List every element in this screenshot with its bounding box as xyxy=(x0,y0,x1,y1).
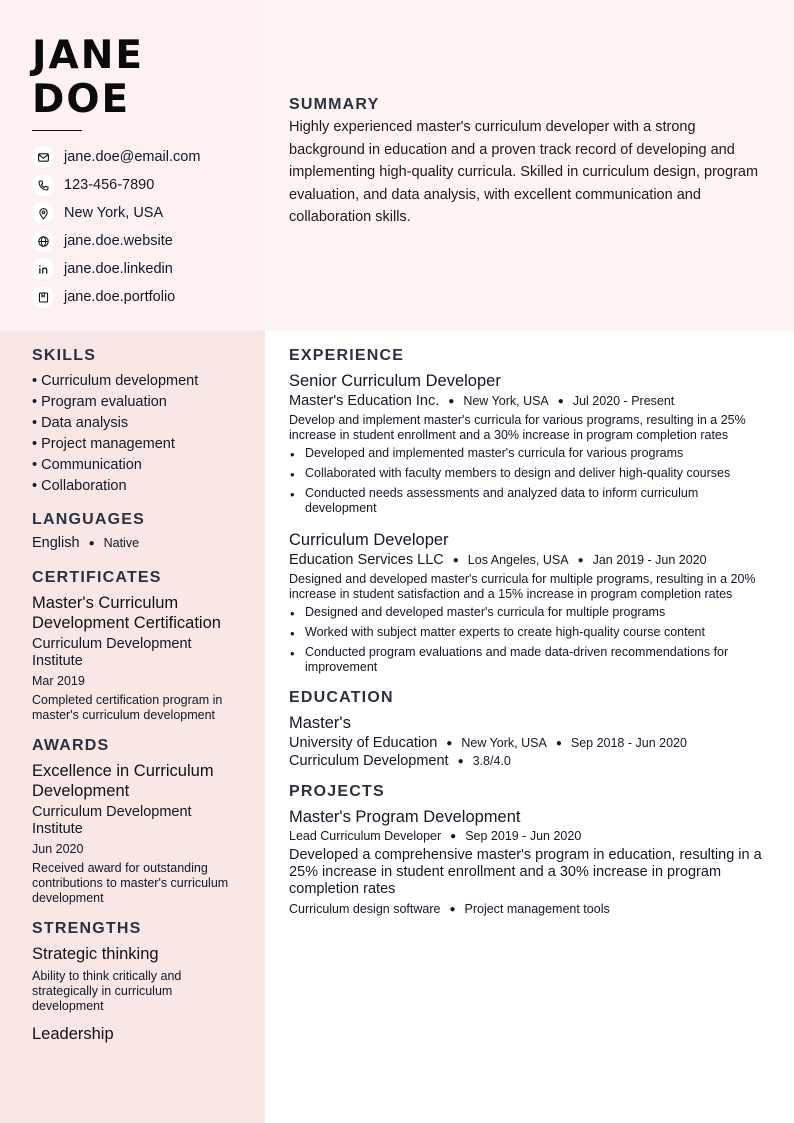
project-tools xyxy=(289,902,770,916)
contact-email[interactable] xyxy=(32,143,265,171)
job-bullet: • Worked with subject matter experts to create high-quality course content xyxy=(289,625,770,640)
contact-website-text: jane.doe.website xyxy=(64,233,173,249)
job-company: Education Services LLC xyxy=(289,552,444,568)
mail-icon xyxy=(32,146,54,168)
certificates-section xyxy=(32,569,245,723)
job-description: Designed and developed master's curricula for multiple programs, resulting in a 20% increase in student satisfaction and a 15% increase in program completion rates xyxy=(289,572,756,601)
experience-title: EXPERIENCE xyxy=(289,347,405,364)
separator-dot: ● xyxy=(457,755,464,767)
separator-dot: ● xyxy=(449,903,456,915)
contact-portfolio-text: jane.doe.portfolio xyxy=(64,289,176,305)
header-left xyxy=(0,0,265,331)
language-item xyxy=(32,535,245,551)
certificate-title: Master's Curriculum Development Certification xyxy=(32,594,221,632)
strength-title: Strategic thinking xyxy=(32,945,159,963)
location-icon xyxy=(32,202,54,224)
name-line-2: DOE xyxy=(32,77,131,122)
education-school: University of Education xyxy=(289,735,438,751)
education-field: Curriculum Development xyxy=(289,753,449,769)
language-level: Native xyxy=(103,536,140,550)
job-description: Develop and implement master's curricula for various programs, resulting in a 25% increase in student enrollment and a 30% increase in program completion rates xyxy=(289,413,746,442)
job-bullet: • Designed and developed master's curricula for multiple programs xyxy=(289,605,770,620)
phone-icon xyxy=(32,174,54,196)
header-right xyxy=(265,0,794,331)
education-degree: Master's xyxy=(289,714,351,732)
separator-dot: ● xyxy=(448,395,455,407)
education-gpa: 3.8/4.0 xyxy=(472,754,511,768)
project-dates: Sep 2019 - Jun 2020 xyxy=(465,829,582,843)
contact-email-text: jane.doe@email.com xyxy=(64,149,201,165)
separator-dot: ● xyxy=(557,395,564,407)
contact-list xyxy=(32,143,265,311)
contact-linkedin[interactable] xyxy=(32,255,265,283)
job-title: Curriculum Developer xyxy=(289,531,449,549)
education-field-row xyxy=(289,753,770,769)
project-meta xyxy=(289,829,770,843)
award-issuer: Curriculum Development Institute xyxy=(32,804,192,837)
project-description: Developed a comprehensive master's program in education, resulting in a 25% increase in student enrollment and a 30% increase in program completion rates xyxy=(289,847,762,897)
contact-location-text: New York, USA xyxy=(64,205,164,221)
certificate-issuer: Curriculum Development Institute xyxy=(32,636,192,669)
strengths-title: STRENGTHS xyxy=(32,920,142,937)
main-content xyxy=(265,331,794,1123)
job-bullet: • Developed and implemented master's curricula for various programs xyxy=(289,446,770,461)
skill-item: • Curriculum development xyxy=(32,373,199,389)
job-company: Master's Education Inc. xyxy=(289,393,440,409)
job-meta xyxy=(289,552,770,568)
education-dates: Sep 2018 - Jun 2020 xyxy=(570,736,687,750)
linkedin-icon xyxy=(32,258,54,280)
sidebar xyxy=(0,331,265,1123)
project-title: Master's Program Development xyxy=(289,808,521,826)
job-bullets xyxy=(289,446,770,516)
projects-title: PROJECTS xyxy=(289,783,385,800)
summary-title: SUMMARY xyxy=(289,96,380,113)
project-role: Lead Curriculum Developer xyxy=(289,829,442,843)
separator-dot: ● xyxy=(452,554,459,566)
languages-section xyxy=(32,511,245,551)
award-description: Received award for outstanding contributions to master's curriculum development xyxy=(32,861,229,905)
strengths-section xyxy=(32,920,245,1044)
certificates-title: CERTIFICATES xyxy=(32,569,162,586)
name-line-1: JANE xyxy=(32,33,144,78)
separator-dot: ● xyxy=(450,830,457,842)
job-meta xyxy=(289,393,770,409)
education-location: New York, USA xyxy=(461,736,547,750)
contact-linkedin-text: jane.doe.linkedin xyxy=(64,261,173,277)
candidate-name xyxy=(32,34,265,122)
job-location: New York, USA xyxy=(463,394,549,408)
job-bullet: • Conducted program evaluations and made data-driven recommendations for improvement xyxy=(289,645,770,675)
skill-item: • Program evaluation xyxy=(32,394,167,410)
education-section xyxy=(289,689,770,769)
separator-dot: ● xyxy=(88,537,95,549)
contact-location xyxy=(32,199,265,227)
strength-title: Leadership xyxy=(32,1025,114,1043)
job-bullets xyxy=(289,605,770,675)
skill-item: • Communication xyxy=(32,457,142,473)
awards-section xyxy=(32,737,245,906)
awards-title: AWARDS xyxy=(32,737,110,754)
job-bullet: • Collaborated with faculty members to design and deliver high-quality courses xyxy=(289,466,770,481)
skill-item: • Project management xyxy=(32,436,175,452)
skills-title: SKILLS xyxy=(32,347,97,364)
strength-description: Ability to think critically and strategically in curriculum development xyxy=(32,969,182,1013)
certificate-date: Mar 2019 xyxy=(32,674,85,688)
experience-section xyxy=(289,347,770,675)
languages-title: LANGUAGES xyxy=(32,511,146,528)
certificate-description: Completed certification program in master's curriculum development xyxy=(32,693,223,722)
contact-website[interactable] xyxy=(32,227,265,255)
contact-phone-text: 123-456-7890 xyxy=(64,177,155,193)
skill-item: • Data analysis xyxy=(32,415,129,431)
education-meta xyxy=(289,735,770,751)
skills-list xyxy=(32,371,245,497)
globe-icon xyxy=(32,230,54,252)
portfolio-icon xyxy=(32,286,54,308)
contact-portfolio[interactable] xyxy=(32,283,265,311)
experience-item xyxy=(289,371,770,516)
experience-item xyxy=(289,530,770,675)
name-divider xyxy=(32,130,82,131)
skill-item: • Collaboration xyxy=(32,478,127,494)
separator-dot: ● xyxy=(446,737,453,749)
contact-phone[interactable] xyxy=(32,171,265,199)
separator-dot: ● xyxy=(555,737,562,749)
project-tool: Curriculum design software xyxy=(289,902,441,916)
education-title: EDUCATION xyxy=(289,689,394,706)
award-title: Excellence in Curriculum Development xyxy=(32,762,214,800)
summary-text: Highly experienced master's curriculum developer with a strong background in education and a proven track record of developing and implementing high-quality curricula. Skilled in curriculum design, program evaluation, and data analysis, with excellent communication and collaboration skills. xyxy=(289,119,759,226)
separator-dot: ● xyxy=(577,554,584,566)
projects-section xyxy=(289,783,770,916)
award-date: Jun 2020 xyxy=(32,842,84,856)
job-location: Los Angeles, USA xyxy=(467,553,569,567)
job-dates: Jul 2020 - Present xyxy=(572,394,675,408)
job-dates: Jan 2019 - Jun 2020 xyxy=(592,553,707,567)
language-name: English xyxy=(32,535,80,551)
skills-section xyxy=(32,347,245,497)
job-bullet: • Conducted needs assessments and analyzed data to inform curriculum development xyxy=(289,486,770,516)
project-tool: Project management tools xyxy=(464,902,610,916)
job-title: Senior Curriculum Developer xyxy=(289,372,501,390)
